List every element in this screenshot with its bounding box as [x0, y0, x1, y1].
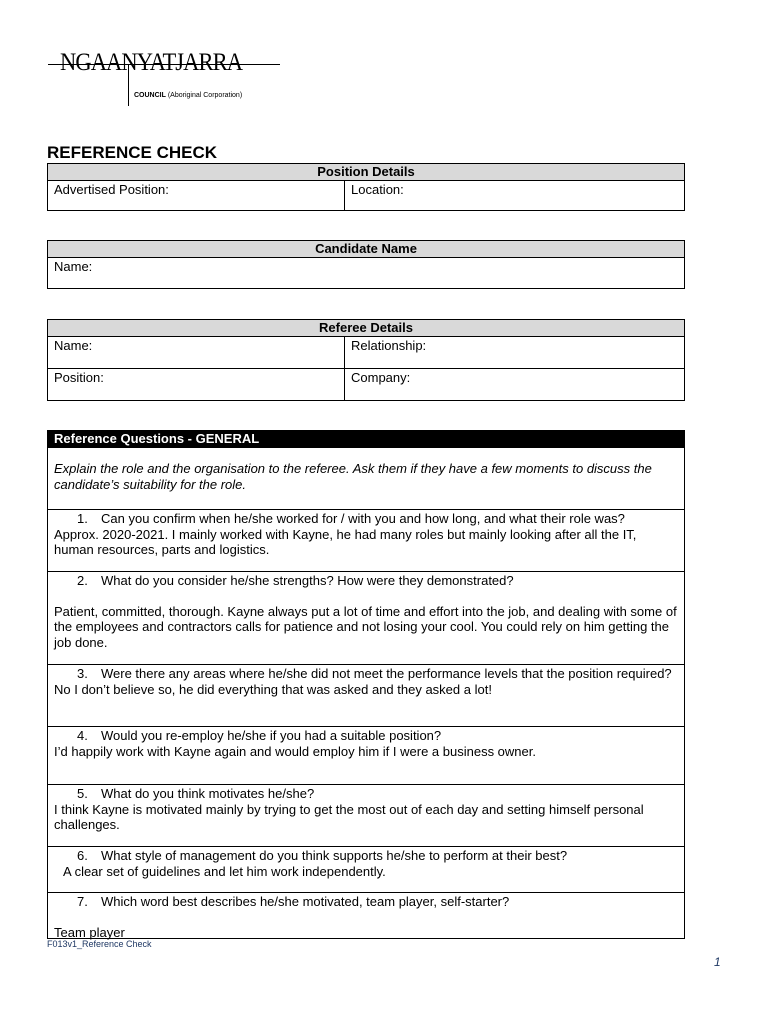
question-block-4: 4. Would you re-employ he/she if you had a suitable position? I’d happily work with Kayne again and would employ him if I were a business owner.	[48, 726, 684, 784]
reference-questions-header: Reference Questions - GENERAL	[48, 431, 684, 447]
answer-text[interactable]: Team player	[54, 924, 125, 940]
question-text: Which word best describes he/she motivated, team player, self-starter?	[101, 894, 510, 909]
question-text: Were there any areas where he/she did not meet the performance levels that the position required?	[101, 666, 672, 681]
referee-name-field[interactable]: Name:	[48, 337, 345, 368]
referee-company-field[interactable]: Company:	[351, 370, 411, 385]
page-number: 1	[714, 955, 721, 969]
question-block-2: 2. What do you consider he/she strengths? How were they demonstrated? Patient, committed, thorough. Kayne always put a lot of time and effort into the job, and dealing with some of the employees and contractors calls for patience and not losing your cool. You could rely on him getting the job done.	[48, 571, 684, 664]
document-footer: F013v1_Reference Check	[47, 939, 152, 949]
candidate-name-field[interactable]: Name:	[54, 259, 93, 274]
position-details-table	[47, 163, 685, 211]
location-field[interactable]: Location:	[351, 182, 404, 197]
question-block-5: 5. What do you think motivates he/she? I think Kayne is motivated mainly by trying to get the most out of each day and setting himself personal challenges.	[48, 784, 684, 846]
reference-questions-table	[47, 430, 685, 939]
logo-council-text: COUNCIL (Aboriginal Corporation)	[134, 92, 243, 99]
question-text: Can you confirm when he/she worked for / with you and how long, and what their role was?	[101, 511, 625, 526]
referee-relationship-field[interactable]: Relationship:	[351, 338, 427, 353]
referee-details-header: Referee Details	[48, 320, 684, 337]
page-title: REFERENCE CHECK	[47, 143, 218, 162]
advertised-position-field[interactable]: Advertised Position:	[48, 181, 345, 211]
answer-text[interactable]: A clear set of guidelines and let him work independently.	[63, 863, 386, 879]
question-text: Would you re-employ he/she if you had a suitable position?	[101, 728, 442, 743]
logo-wordmark: NGAANYATJARRA	[60, 49, 243, 76]
question-text: What do you think motivates he/she?	[101, 786, 315, 801]
answer-text[interactable]: Approx. 2020-2021. I mainly worked with Kayne, he had many roles but mainly looking after all the IT, human resources, parts and logistics.	[54, 526, 637, 558]
question-block-6: 6. What style of management do you think supports he/she to perform at their best? A clear set of guidelines and let him work independently.	[48, 846, 684, 892]
questions-intro: Explain the role and the organisation to the referee. Ask them if they have a few moments to discuss the candidate’s suitability for the role.	[48, 447, 684, 509]
answer-text[interactable]: I’d happily work with Kayne again and would employ him if I were a business owner.	[54, 743, 536, 759]
question-block-7: 7. Which word best describes he/she motivated, team player, self-starter? Team player	[48, 892, 684, 939]
candidate-name-table	[47, 240, 685, 289]
question-block-1: 1. Can you confirm when he/she worked for / with you and how long, and what their role was? Approx. 2020-2021. I mainly worked with Kayne, he had many roles but mainly looking after all the IT, human resources, parts and logistics.	[48, 509, 684, 571]
question-text: What do you consider he/she strengths? How were they demonstrated?	[101, 573, 514, 588]
position-details-header: Position Details	[48, 164, 684, 181]
question-block-3: 3. Were there any areas where he/she did not meet the performance levels that the position required? No I don’t believe so, he did everything that was asked and they asked a lot!	[48, 664, 684, 726]
organisation-logo	[48, 46, 280, 116]
question-text: What style of management do you think supports he/she to perform at their best?	[101, 848, 568, 863]
answer-text[interactable]: No I don’t believe so, he did everything that was asked and they asked a lot!	[54, 681, 492, 697]
answer-text[interactable]: I think Kayne is motivated mainly by trying to get the most out of each day and setting himself personal challenges.	[54, 801, 644, 833]
answer-text[interactable]: Patient, committed, thorough. Kayne always put a lot of time and effort into the job, and dealing with some of the employees and contractors calls for patience and not losing your cool. You could rely on him getting the job done.	[54, 603, 677, 650]
referee-position-field[interactable]: Position:	[48, 369, 345, 400]
referee-details-table	[47, 319, 685, 401]
candidate-name-header: Candidate Name	[48, 241, 684, 258]
